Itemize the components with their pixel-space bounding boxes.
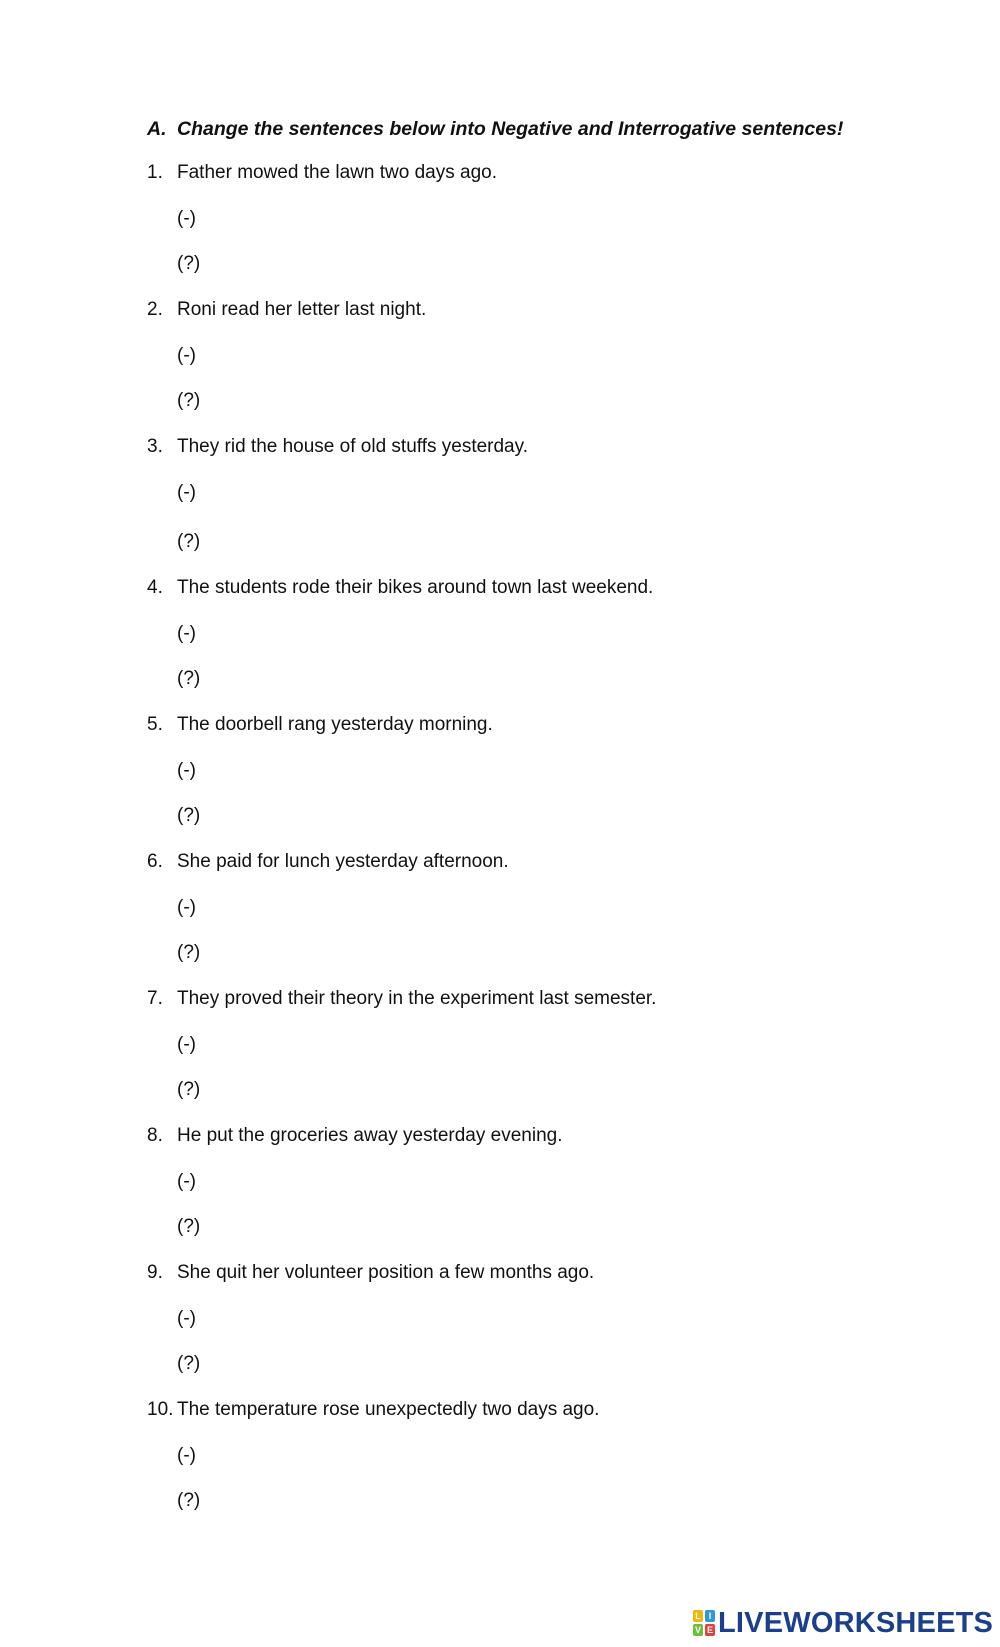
question-text: They proved their theory in the experiment last semester.	[177, 988, 657, 1009]
interrogative-answer-field[interactable]: (?)	[177, 390, 201, 411]
section-heading	[147, 118, 843, 141]
question-text: The doorbell rang yesterday morning.	[177, 714, 493, 735]
question-item	[147, 577, 967, 714]
negative-answer-field[interactable]: (-)	[177, 897, 196, 918]
question-text: She paid for lunch yesterday afternoon.	[177, 851, 509, 872]
question-item	[147, 851, 967, 988]
logo-mark-letter: I	[705, 1610, 715, 1622]
question-sentence	[147, 299, 426, 321]
question-item	[147, 299, 967, 436]
question-item	[147, 714, 967, 851]
question-text: Father mowed the lawn two days ago.	[177, 162, 498, 183]
negative-answer-field[interactable]: (-)	[177, 1171, 196, 1192]
question-item	[147, 1399, 967, 1536]
interrogative-answer-field[interactable]: (?)	[177, 1079, 201, 1100]
question-sentence	[147, 1399, 599, 1421]
interrogative-answer-field[interactable]: (?)	[177, 1216, 201, 1237]
question-item	[147, 988, 967, 1125]
question-number: 6.	[147, 851, 163, 872]
negative-answer-field[interactable]: (-)	[177, 1034, 196, 1055]
question-number: 8.	[147, 1125, 163, 1146]
negative-answer-field[interactable]: (-)	[177, 1308, 196, 1329]
question-number: 1.	[147, 162, 163, 183]
question-sentence	[147, 988, 656, 1010]
interrogative-answer-field[interactable]: (?)	[177, 531, 201, 552]
question-sentence	[147, 436, 528, 458]
negative-answer-field[interactable]: (-)	[177, 482, 196, 503]
question-number: 2.	[147, 299, 163, 320]
question-sentence	[147, 162, 497, 184]
question-text: The students rode their bikes around town last weekend.	[177, 577, 654, 598]
liveworksheets-logo	[693, 1606, 993, 1640]
interrogative-answer-field[interactable]: (?)	[177, 1490, 201, 1511]
question-number: 5.	[147, 714, 163, 735]
question-sentence	[147, 577, 653, 599]
negative-answer-field[interactable]: (-)	[177, 345, 196, 366]
question-text: They rid the house of old stuffs yesterday.	[177, 436, 528, 457]
interrogative-answer-field[interactable]: (?)	[177, 668, 201, 689]
logo-mark-letter: E	[706, 1625, 713, 1635]
question-number: 3.	[147, 436, 163, 457]
interrogative-answer-field[interactable]: (?)	[177, 942, 201, 963]
question-item	[147, 162, 967, 299]
negative-answer-field[interactable]: (-)	[177, 1445, 196, 1466]
logo-text: LIVEWORKSHEETS	[718, 1606, 994, 1639]
negative-answer-field[interactable]: (-)	[177, 208, 196, 229]
question-item	[147, 1125, 967, 1262]
question-text: Roni read her letter last night.	[177, 299, 427, 320]
question-item	[147, 1262, 967, 1399]
question-sentence	[147, 714, 493, 736]
question-text: The temperature rose unexpectedly two days ago.	[177, 1399, 600, 1420]
logo-mark-icon	[693, 1610, 715, 1636]
section-instruction: Change the sentences below into Negative and Interrogative sentences!	[177, 118, 844, 140]
question-number: 4.	[147, 577, 163, 598]
question-number: 7.	[147, 988, 163, 1009]
negative-answer-field[interactable]: (-)	[177, 760, 196, 781]
question-sentence	[147, 1262, 594, 1284]
question-text: She quit her volunteer position a few months ago.	[177, 1262, 595, 1283]
question-number: 9.	[147, 1262, 163, 1283]
question-text: He put the groceries away yesterday evening.	[177, 1125, 563, 1146]
interrogative-answer-field[interactable]: (?)	[177, 805, 201, 826]
section-letter: A.	[147, 118, 167, 140]
question-sentence	[147, 1125, 563, 1147]
question-item	[147, 436, 967, 573]
interrogative-answer-field[interactable]: (?)	[177, 253, 201, 274]
logo-mark-letter: L	[693, 1610, 703, 1622]
interrogative-answer-field[interactable]: (?)	[177, 1353, 201, 1374]
question-number: 10.	[147, 1399, 174, 1420]
question-sentence	[147, 851, 509, 873]
negative-answer-field[interactable]: (-)	[177, 623, 196, 644]
logo-mark-letter: V	[694, 1625, 701, 1635]
